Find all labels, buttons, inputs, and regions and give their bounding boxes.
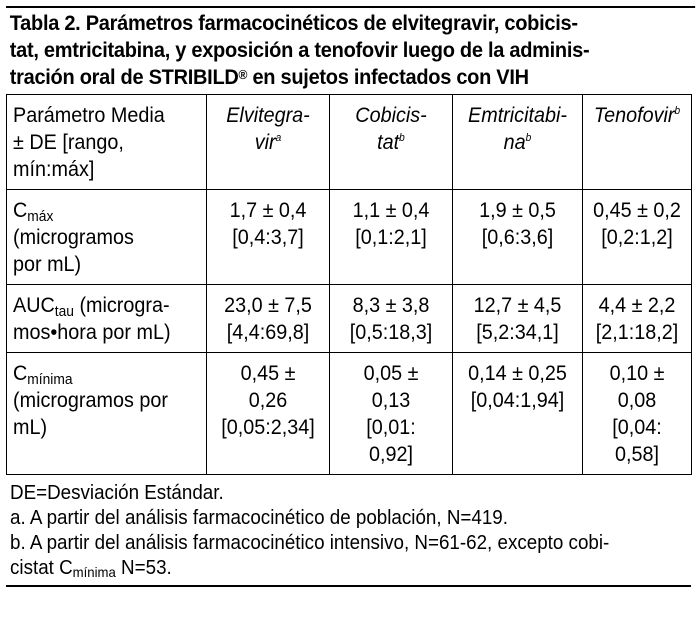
title-line-3-tail: en sujetos infectados con VIH xyxy=(247,65,529,89)
row-label-units-line1: (microgramos por xyxy=(13,388,168,412)
header-elvitegravir-tail: vir xyxy=(254,130,276,154)
cell-mean-sd: 1,7 ± 0,4 xyxy=(229,198,307,222)
footnote-a: a. A partir del análisis farmacocinético de población, N=419. xyxy=(10,507,508,529)
header-elvitegravir-line2 xyxy=(217,129,318,156)
footnote-b-line2-tail: N=53. xyxy=(115,557,172,579)
pk-parameters-table xyxy=(6,94,692,475)
cell-cmax-emtricitabina xyxy=(453,190,583,285)
header-cobicistat-line2 xyxy=(340,129,441,156)
header-emtricitabina-tail: na xyxy=(503,130,526,154)
cell-mean: 0,05 ± xyxy=(363,361,419,385)
cell-range: [0,05:2,34] xyxy=(221,415,315,439)
footnote-b-subscript: mínima xyxy=(72,564,116,580)
footnote-de: DE=Desviación Estándar. xyxy=(10,482,224,504)
title-line-2: tat, emtricitabina, y exposición a tenofovir luego de la adminis- xyxy=(9,38,590,62)
title-line-3 xyxy=(10,64,692,91)
header-elvitegravir-line1: Elvitegra- xyxy=(226,103,310,127)
header-emtricitabina xyxy=(453,95,583,190)
document xyxy=(6,6,691,587)
header-tenofovir-text: Tenofovir xyxy=(593,103,675,127)
header-parameter xyxy=(7,95,207,190)
table-footnotes xyxy=(6,475,691,587)
cell-cminima-tenofovir xyxy=(583,353,692,475)
cell-auctau-cobicistat xyxy=(330,285,453,353)
header-parameter-line1: Parámetro Media xyxy=(13,103,165,127)
footnote-b-line2-text: cistat C xyxy=(10,557,73,579)
row-label-symbol: C xyxy=(13,198,28,222)
table-row-cmax xyxy=(7,190,692,285)
row-label-units-line1: (microgra- xyxy=(73,293,170,317)
table-header-row xyxy=(7,95,692,190)
header-emtricitabina-line1: Emtricitabi- xyxy=(468,103,567,127)
row-label-units-line2: mL) xyxy=(13,415,48,439)
header-emtricitabina-line2 xyxy=(464,129,572,156)
row-label-subscript: tau xyxy=(54,303,74,320)
row-label-cmax-line1 xyxy=(13,197,185,224)
row-label-symbol: C xyxy=(13,361,28,385)
cell-auctau-tenofovir xyxy=(583,285,692,353)
header-tenofovir xyxy=(583,95,692,190)
cell-mean-sd: 0,14 ± 0,25 xyxy=(468,361,567,385)
table-row-cminima xyxy=(7,353,692,475)
cell-range: [0,6:3,6] xyxy=(481,225,554,249)
footnote-marker-b: b xyxy=(525,132,532,144)
cell-range-end: 0,92] xyxy=(368,442,413,466)
cell-range: [0,2:1,2] xyxy=(601,225,673,249)
cell-cminima-cobicistat xyxy=(330,353,453,475)
row-label-units-line2: mos•hora por mL) xyxy=(13,320,171,344)
row-label-units-line2: por mL) xyxy=(13,252,82,276)
cell-cminima-elvitegravir xyxy=(207,353,330,475)
footnote-marker-b: b xyxy=(399,132,405,144)
table-title xyxy=(6,6,695,94)
cell-range: [0,5:18,3] xyxy=(349,320,433,344)
row-label-units-line1: (microgramos xyxy=(13,225,134,249)
footnote-b-line2 xyxy=(10,556,646,581)
cell-range-end: 0,58] xyxy=(614,442,659,466)
row-label-cminima xyxy=(7,353,207,475)
cell-cminima-emtricitabina xyxy=(453,353,583,475)
title-line-3-text: tración oral de STRIBILD xyxy=(9,65,239,89)
cell-range: [5,2:34,1] xyxy=(476,320,559,344)
row-label-cmax xyxy=(7,190,207,285)
header-parameter-line3: mín:máx] xyxy=(13,157,95,181)
cell-range-start: [0,01: xyxy=(366,415,416,439)
cell-range: [0,4:3,7] xyxy=(232,225,304,249)
header-parameter-line2: ± DE [rango, xyxy=(13,130,124,154)
footnote-marker-a: a xyxy=(275,132,282,144)
cell-range: [0,04:1,94] xyxy=(470,388,565,412)
header-cobicistat xyxy=(330,95,453,190)
title-line-1: Tabla 2. Parámetros farmacocinéticos de elvitegravir, cobicis- xyxy=(9,11,578,35)
cell-mean-sd: 1,1 ± 0,4 xyxy=(352,198,430,222)
row-label-auctau xyxy=(7,285,207,353)
row-label-auctau-line1 xyxy=(13,292,185,319)
cell-mean: 0,45 ± xyxy=(240,361,296,385)
cell-mean-sd: 12,7 ± 4,5 xyxy=(473,293,562,317)
cell-mean-sd: 1,9 ± 0,5 xyxy=(479,198,556,222)
row-label-subscript: mínima xyxy=(27,371,73,388)
header-elvitegravir xyxy=(207,95,330,190)
cell-mean-sd: 23,0 ± 7,5 xyxy=(224,293,312,317)
cell-range: [2,1:18,2] xyxy=(595,320,679,344)
footnote-b-line1: b. A partir del análisis farmacocinético intensivo, N=61-62, excepto cobi- xyxy=(10,532,610,554)
row-label-cminima-line1 xyxy=(13,360,185,387)
cell-range: [4,4:69,8] xyxy=(226,320,310,344)
header-cobicistat-line1: Cobicis- xyxy=(355,103,427,127)
header-cobicistat-tail: tat xyxy=(377,130,400,154)
cell-auctau-emtricitabina xyxy=(453,285,583,353)
cell-mean: 0,10 ± xyxy=(609,361,665,385)
cell-cmax-tenofovir xyxy=(583,190,692,285)
cell-cmax-cobicistat xyxy=(330,190,453,285)
header-tenofovir-line1 xyxy=(593,102,681,129)
cell-range: [0,1:2,1] xyxy=(355,225,427,249)
cell-range-start: [0,04: xyxy=(612,415,662,439)
cell-auctau-elvitegravir xyxy=(207,285,330,353)
cell-sd: 0,13 xyxy=(371,388,411,412)
cell-sd: 0,26 xyxy=(248,388,288,412)
registered-mark: ® xyxy=(238,67,248,82)
row-label-symbol: AUC xyxy=(13,293,55,317)
cell-mean-sd: 0,45 ± 0,2 xyxy=(593,198,681,222)
cell-sd: 0,08 xyxy=(617,388,657,412)
cell-mean-sd: 8,3 ± 3,8 xyxy=(352,293,430,317)
row-label-subscript: máx xyxy=(27,208,54,225)
cell-cmax-elvitegravir xyxy=(207,190,330,285)
cell-mean-sd: 4,4 ± 2,2 xyxy=(598,293,676,317)
footnote-marker-b: b xyxy=(674,105,681,117)
table-row-auctau xyxy=(7,285,692,353)
